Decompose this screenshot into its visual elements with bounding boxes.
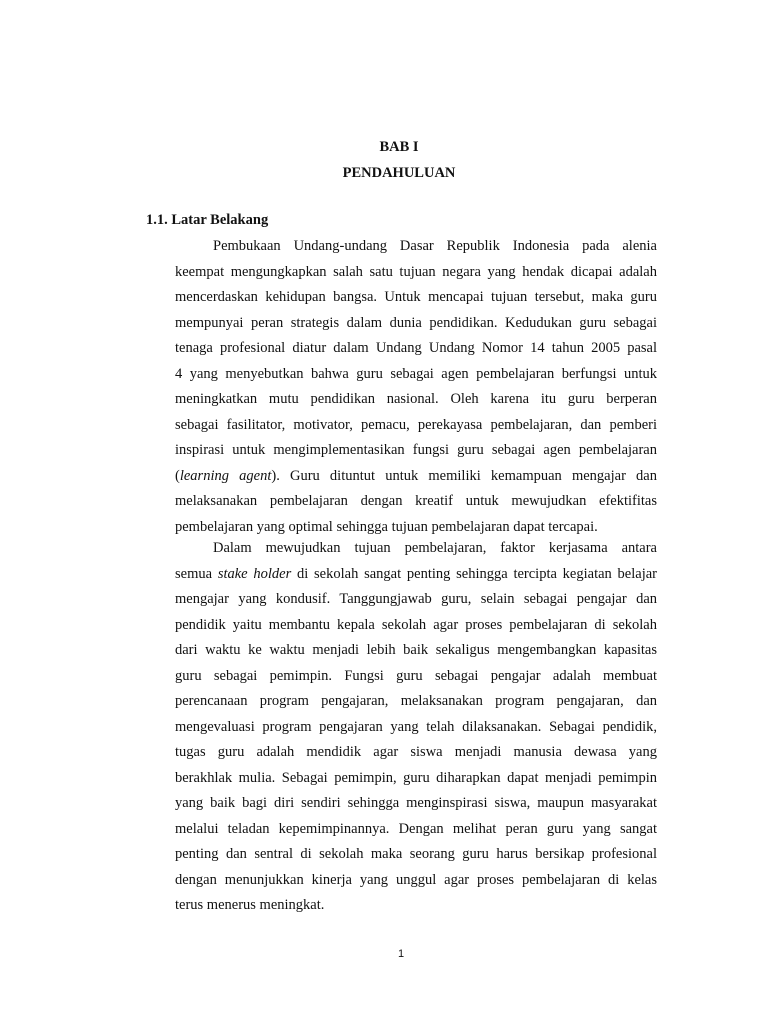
line-rest: ). Guru dituntut untuk memiliki kemampuan mengajar dan [271,467,657,484]
paragraph-line: guru sebagai pemimpin. Fungsi guru sebagai pengajar adalah membuat [175,667,657,684]
paragraph-line: Pembukaan Undang-undang Dasar Republik Indonesia pada alenia [213,238,657,254]
paragraph-line: pendidik yaitu membantu kepala sekolah agar proses pembelajaran di sekolah [175,616,657,633]
paragraph-2 [175,536,657,919]
chapter-number: BAB I [379,139,419,155]
italic-term: learning agent [179,467,272,484]
paragraph-line: terus menerus meningkat. [175,897,325,913]
section-heading: 1.1. Latar Belakang [146,212,269,228]
paragraph-line: mencerdaskan kehidupan bangsa. Untuk mencapai tujuan tersebut, maka guru [175,289,657,305]
open-paren: ( [175,467,180,484]
paragraph-line: dengan menunjukkan kinerja yang unggul agar proses pembelajaran di kelas [175,871,657,888]
paragraph-line: melalui teladan kepemimpinannya. Dengan melihat peran guru yang sangat [175,820,657,837]
paragraph-line: keempat mengungkapkan salah satu tujuan negara yang hendak dicapai adalah [175,263,657,280]
paragraph-line: Dalam mewujudkan tujuan pembelajaran, faktor kerjasama antara [213,540,657,556]
paragraph-line-with-italic [175,464,657,490]
paragraph-line: sebagai fasilitator, motivator, pemacu, perekayasa pembelajaran, dan pemberi [175,416,657,433]
paragraph-line: meningkatkan mutu pendidikan nasional. Oleh karena itu guru berperan [175,391,657,407]
line-after: di sekolah sangat penting sehingga tercipta kegiatan belajar [291,565,658,582]
paragraph-line: melaksanakan pembelajaran dengan kreatif untuk mewujudkan efektifitas [175,493,657,509]
paragraph-line: tugas guru adalah mendidik agar siswa menjadi manusia dewasa yang [175,744,657,760]
paragraph-line: mengajar yang kondusif. Tanggungjawab guru, selain sebagai pengajar dan [175,591,657,607]
paragraph-line: mengevaluasi program pengajaran yang telah dilaksanakan. Sebagai pendidik, [175,718,657,735]
paragraph-line: mempunyai peran strategis dalam dunia pendidikan. Kedudukan guru sebagai [175,314,657,331]
paragraph-line: pembelajaran yang optimal sehingga tujuan pembelajaran dapat tercapai. [175,518,598,535]
italic-term: stake holder [217,565,292,582]
paragraph-line: yang baik bagi diri sendiri sehingga menginspirasi siswa, maupun masyarakat [175,795,657,811]
line-before: semua [175,565,218,582]
paragraph-line: penting dan sentral di sekolah maka seorang guru harus bersikap profesional [175,846,657,862]
paragraph-line: berakhlak mulia. Sebagai pemimpin, guru diharapkan dapat menjadi pemimpin [175,769,657,786]
page-number: 1 [397,948,405,960]
paragraph-1 [175,234,657,540]
paragraph-line: 4 yang menyebutkan bahwa guru sebagai agen pembelajaran berfungsi untuk [175,365,657,382]
paragraph-line: perencanaan program pengajaran, melaksanakan program pengajaran, dan [175,693,657,709]
paragraph-line: dari waktu ke waktu menjadi lebih baik sekaligus mengembangkan kapasitas [175,642,657,658]
paragraph-line: inspirasi untuk mengimplementasikan fungsi guru sebagai agen pembelajaran [175,442,657,458]
paragraph-line-with-italic [175,562,657,588]
paragraph-line: tenaga profesional diatur dalam Undang Undang Nomor 14 tahun 2005 pasal [175,340,657,356]
chapter-title: PENDAHULUAN [342,165,456,181]
